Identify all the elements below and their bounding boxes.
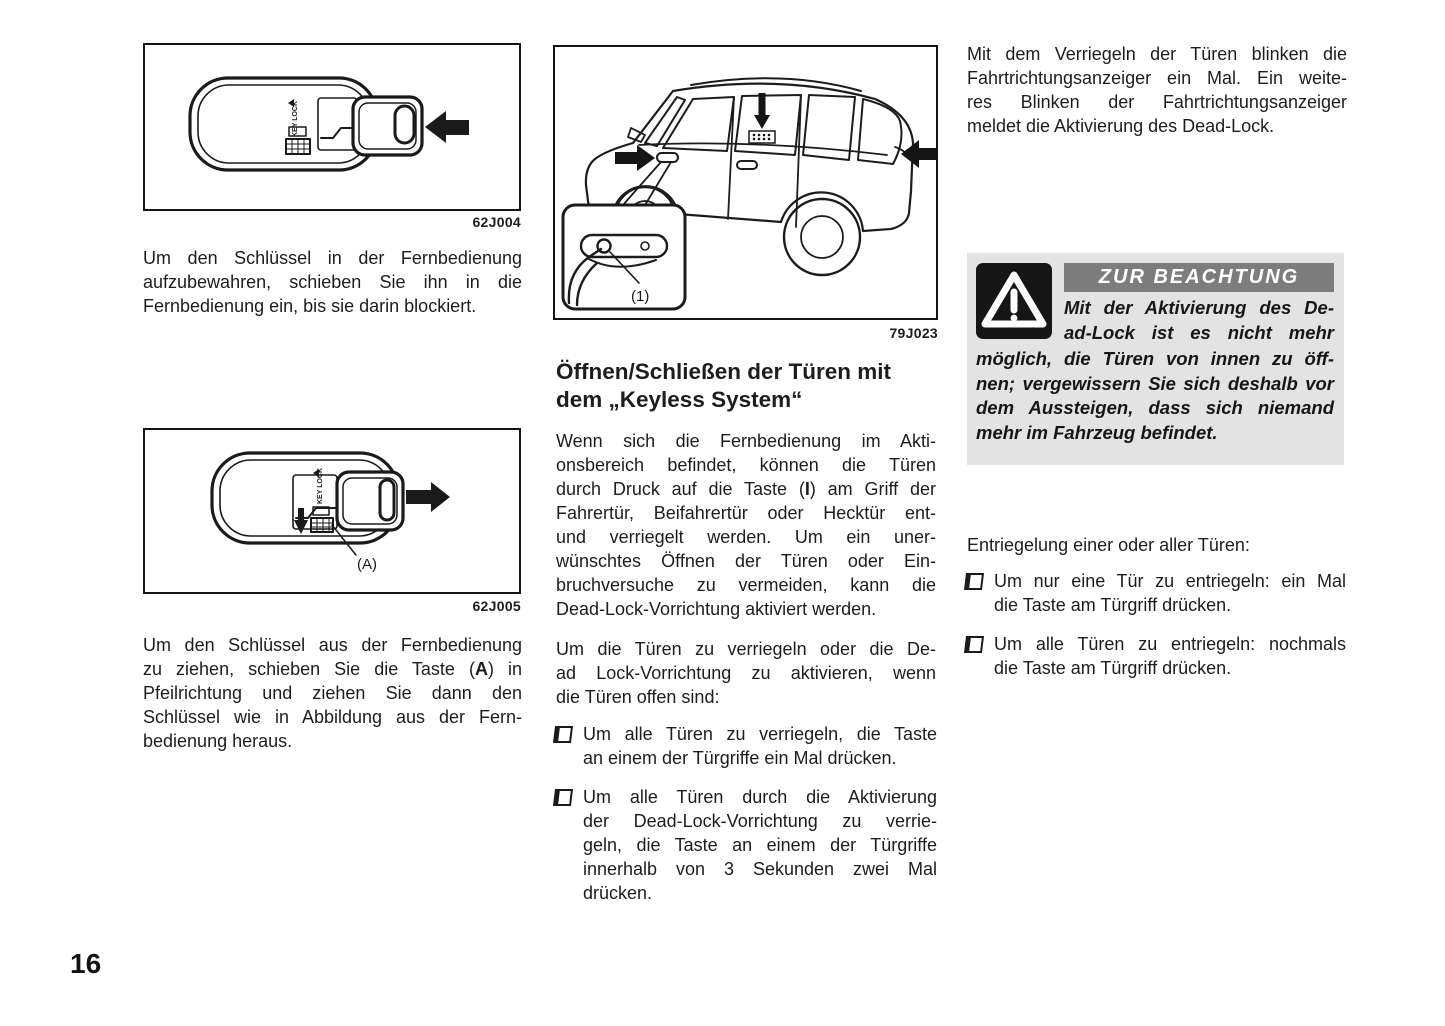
handle-inset — [563, 205, 685, 309]
checkbox-bullet-icon — [964, 636, 984, 653]
paragraph-remove-key: Um den Schlüssel aus der Fernbedienung zu ziehen, schieben Sie die Taste (A) in Pfeilrichtung und ziehen Sie dann den Schlüssel wie in Abbildung aus der Fern- bedienung heraus. — [143, 635, 522, 751]
key-lock-label: KEY LOCK — [292, 100, 299, 137]
warning-text-beside-icon: Mit der Aktivierung des De- ad-Lock ist es nicht mehr — [1064, 297, 1334, 343]
list-item-text: Um alle Türen zu verriegeln, die Taste an einem der Türgriffe ein Mal drücken. — [583, 724, 937, 768]
release-button-a — [311, 518, 333, 532]
figure-key-remove — [143, 428, 521, 594]
paragraph-insert-key: Um den Schlüssel in der Fernbedienung aufzubewahren, schieben Sie ihn in die Fernbedienung ein, bis sie darin blockiert. — [143, 248, 522, 316]
slide-down-arrow-icon — [294, 508, 308, 534]
rear-wheel-hub — [801, 216, 843, 258]
warning-box — [967, 253, 1344, 465]
inset-leader-lines — [623, 162, 671, 205]
rear-wheel — [784, 199, 860, 275]
list-item-text: Um nur eine Tür zu entriegeln: ein Mal die Taste am Türgriff drücken. — [994, 571, 1346, 615]
key-head-outline — [353, 97, 422, 155]
checkbox-bullet-icon — [964, 573, 984, 590]
key-fob-drawing — [212, 453, 450, 555]
list-item-text: Um alle Türen zu entriegeln: nochmals die Taste am Türgriff drücken. — [994, 634, 1346, 678]
figure-caption: 62J005 — [472, 598, 521, 614]
paragraph-lock-intro: Um die Türen zu verriegeln oder die De- ad Lock-Vorrichtung zu aktivieren, wenn die Türen offen sind: — [556, 639, 936, 707]
button-a-label: (A) — [357, 556, 377, 573]
fob-outer-outline — [190, 78, 377, 170]
list-item — [554, 785, 937, 905]
warning-triangle-icon — [976, 263, 1052, 339]
list-item-text: Um alle Türen durch die Aktivierung der Dead-Lock-Vorrichtung zu verrie- geln, die Taste an einem der Türgriffe innerhalb von 3 Sekunden zwei Mal drücken. — [583, 787, 937, 903]
key-fob-drawing — [190, 78, 469, 170]
key-fob-remove-illustration — [145, 430, 519, 592]
release-button-grid-icon — [287, 140, 309, 153]
unlock-heading: Entriegelung einer oder aller Türen: — [967, 535, 1250, 555]
key-lock-label: KEY LOCK — [317, 467, 324, 504]
list-item — [554, 722, 937, 770]
insert-arrow-icon — [425, 111, 469, 143]
figure-caption: 62J004 — [472, 214, 521, 230]
section-heading: Öffnen/Schließen der Türen mit dem „Keyless System“ — [556, 359, 892, 412]
unlock-instruction-list — [965, 569, 1346, 680]
key-fob-insert-illustration — [145, 45, 519, 209]
checkbox-bullet-icon — [553, 789, 573, 806]
keypad — [749, 131, 775, 143]
front-door-handle — [657, 153, 678, 162]
lock-instruction-list — [554, 722, 937, 905]
figure-key-insert — [143, 43, 521, 211]
paragraph-indicators: Mit dem Verriegeln der Türen blinken die Fahrtrichtungsanzeiger ein Mal. Ein weite- res Blinken der Fahrtrichtungsanzeiger meldet die Aktivierung des Dead-Lock. — [967, 44, 1347, 136]
list-item — [965, 569, 1346, 617]
warning-title-bar: ZUR BEACHTUNG — [1064, 263, 1334, 292]
front-handle-arrow-icon — [615, 145, 655, 171]
remove-arrow-icon — [406, 482, 450, 512]
fob-inner-outline — [198, 85, 369, 163]
car-illustration — [555, 47, 936, 318]
key-slot-outline — [318, 98, 357, 150]
figure-caption: 79J023 — [889, 325, 938, 341]
rear-door-handle — [737, 161, 757, 169]
warning-text-full-width: möglich, die Türen von innen zu öff- nen; vergewissern Sie sich deshalb vor dem Aussteigen, dass sich niemand mehr im Fahrzeug befindet. — [976, 348, 1334, 443]
list-item — [965, 632, 1346, 680]
page-number: 16 — [70, 948, 102, 979]
checkbox-bullet-icon — [553, 726, 573, 743]
down-arrow-icon — [754, 93, 770, 129]
button-1-label: (1) — [631, 288, 650, 305]
figure-car-keyless — [553, 45, 938, 320]
paragraph-keyless: Wenn sich die Fernbedienung im Akti- onsbereich befindet, können die Türen durch Druck auf die Taste (I) am Griff der Fahrertür, Beifahrertür oder Hecktür ent- und verriegelt werden. Um ein uner- wünschtes Öffnen der Türen oder Ein- bruchversuche zu vermeiden, kann die Dead-Lock-Vorrichtung aktiviert werden. — [556, 431, 936, 619]
hatch-arrow-icon — [901, 140, 936, 168]
